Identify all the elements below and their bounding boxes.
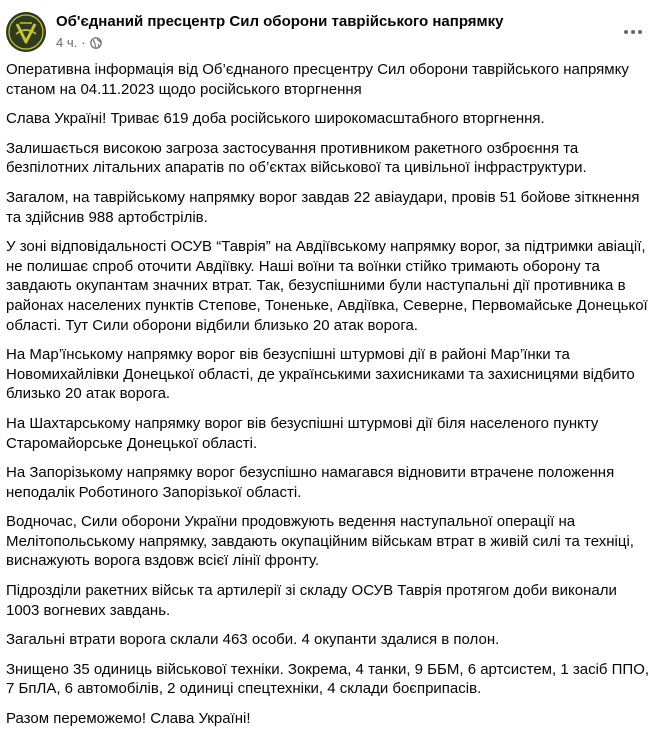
post-paragraph: На Шахтарському напрямку ворог вів безуспішні штурмові дії біля населеного пункту Старомайорське Донецької області. xyxy=(6,414,599,452)
post-paragraph: На Запорізькому напрямку ворог безуспішно намагався відновити втрачене положення неподалік Роботиного Запорізької області. xyxy=(6,464,615,501)
post-paragraph: Разом переможемо! Слава Україні! xyxy=(6,710,251,728)
post-time[interactable]: 4 ч. xyxy=(56,35,78,50)
meta-separator: · xyxy=(81,35,86,50)
post-paragraph: Загалом, на таврійському напрямку ворог завдав 22 авіаудари, провів 51 бойове зіткнення та здійснив 988 артобстрілів. xyxy=(6,188,640,226)
emblem-icon xyxy=(6,12,46,52)
more-options-button[interactable] xyxy=(615,14,651,50)
post-body xyxy=(6,60,654,739)
post-paragraph: Водночас, Сили оборони України продовжують ведення наступальної операції на Мелітопольському напрямку, завдають окупаційним військам втрат в живій силі та техніці, виснажують ворога вздовж всієї лінії фронту. xyxy=(6,513,634,570)
page-name[interactable]: Об'єднаний пресцентр Сил оборони таврійського напрямку xyxy=(56,13,504,30)
post-paragraph: На Мар’їнському напрямку ворог вів безуспішні штурмові дії в районі Мар’їнки та Новомихайлівки Донецької області, де українськими захисниками та захисницями відбито близько 20 атак ворога. xyxy=(6,346,635,403)
post-paragraph: У зоні відповідальності ОСУВ “Таврія” на Авдіївському напрямку ворог, за підтримки авіації, не полишає спроб оточити Авдіївку. Наші воїни та воїнки стійко тримають оборону та завдають окупантам значних втрат. Так, безуспішними були наступальні дії противника в районах населених пунктів Степове, Тоненьке, Авдіївка, Северне, Первомайське Донецької області. Тут Сили оборони відбили близько 20 атак ворога. xyxy=(6,238,648,334)
post-header xyxy=(0,0,661,62)
post-paragraph: Підрозділи ракетних військ та артилерії зі складу ОСУВ Таврія протягом доби виконали 1003 вогневих завдань. xyxy=(6,582,617,619)
post-paragraph: Оперативна інформація від Об’єднаного пресцентру Сил оборони таврійського напрямку станом на 04.11.2023 щодо російського вторгнення xyxy=(6,61,629,98)
post-paragraph: Загальні втрати ворога склали 463 особи. 4 окупанти здалися в полон. xyxy=(6,631,500,649)
post-meta xyxy=(56,35,102,50)
avatar[interactable] xyxy=(6,12,46,52)
globe-icon[interactable] xyxy=(90,37,102,49)
post-paragraph: Слава Україні! Триває 619 доба російського широкомасштабного вторгнення. xyxy=(6,110,545,128)
more-horizontal-icon xyxy=(623,29,643,35)
post-paragraph: Знищено 35 одиниць військової техніки. Зокрема, 4 танки, 9 ББМ, 6 артсистем, 1 засіб ППО, 7 БпЛА, 6 автомобілів, 2 одиниці спецтехніки, 4 склади боєприпасів. xyxy=(6,660,650,698)
post-paragraph: Залишається високою загроза застосування противником ракетного озброєння та безпілотних літальних апаратів по об’єктах військової та цивільної інфраструктури. xyxy=(6,139,587,177)
